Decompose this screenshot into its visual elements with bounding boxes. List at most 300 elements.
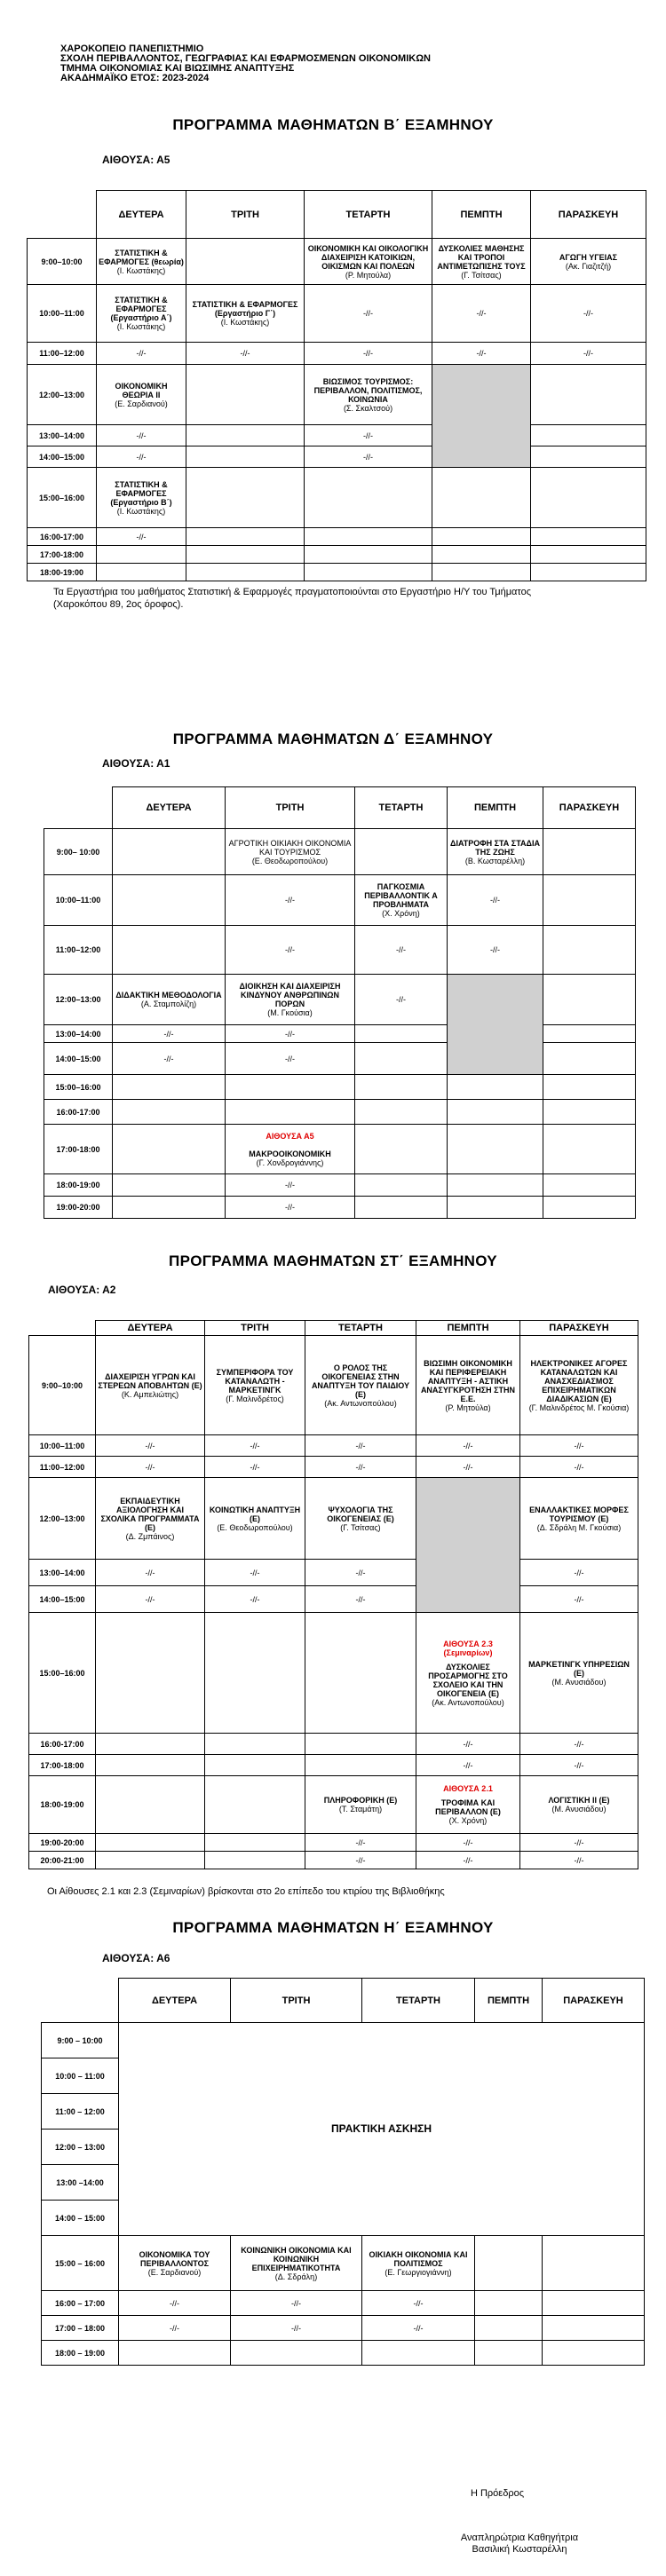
ditto-cell: -//- bbox=[520, 1560, 638, 1586]
time-slot: 17:00-18:00 bbox=[44, 1125, 113, 1174]
ditto-cell: -//- bbox=[205, 1457, 305, 1478]
time-slot: 12:00–13:00 bbox=[29, 1478, 96, 1560]
day-header: ΠΕΜΠΤΗ bbox=[432, 191, 531, 239]
document-header bbox=[60, 44, 431, 83]
sem8-schedule-table bbox=[41, 1978, 645, 2366]
ditto-cell: -//- bbox=[520, 1755, 638, 1776]
day-header: ΠΕΜΠΤΗ bbox=[448, 787, 543, 829]
course-instructor: (Τ. Σταμάτη) bbox=[338, 1805, 383, 1813]
empty-cell bbox=[543, 1125, 636, 1174]
sem2-room: ΑΙΘΟΥΣΑ: Α5 bbox=[102, 154, 170, 166]
course-cell bbox=[96, 1478, 205, 1560]
empty-cell bbox=[355, 1075, 448, 1100]
table-row bbox=[44, 1197, 636, 1219]
empty-cell bbox=[531, 425, 646, 446]
day-header: ΤΕΤΑΡΤΗ bbox=[362, 1979, 475, 2023]
ditto-cell: -//- bbox=[362, 2316, 475, 2341]
ditto-cell: -//- bbox=[355, 926, 448, 975]
course-title: ΕΝΑΛΛΑΚΤΙΚΕΣ ΜΟΡΦΕΣ ΤΟΥΡΙΣΜΟΥ (Ε) bbox=[529, 1505, 629, 1523]
day-header: ΔΕΥΤΕΡΑ bbox=[113, 787, 226, 829]
course-title: ΣΤΑΤΙΣΤΙΚΗ & ΕΦΑΡΜΟΓΕΣ (Εργαστήριο Α΄) bbox=[110, 296, 172, 322]
signature-block bbox=[444, 2533, 595, 2556]
empty-cell bbox=[543, 1025, 636, 1043]
empty-cell bbox=[543, 2236, 645, 2291]
course-instructor: (Ι. Κωστάκης) bbox=[116, 506, 166, 516]
ditto-cell: -//- bbox=[362, 2291, 475, 2316]
empty-cell bbox=[205, 1613, 305, 1734]
ditto-cell: -//- bbox=[305, 1852, 416, 1869]
empty-cell bbox=[543, 975, 636, 1025]
course-cell bbox=[305, 239, 432, 285]
course-title: ΣΥΜΠΕΡΙΦΟΡΑ ΤΟΥ ΚΑΤΑΝΑΛΩΤΗ - ΜΑΡΚΕΤΙΝΓΚ bbox=[216, 1367, 294, 1395]
time-slot: 9:00–10:00 bbox=[29, 1336, 96, 1435]
day-header: ΔΕΥΤΕΡΑ bbox=[96, 1321, 205, 1336]
empty-cell bbox=[96, 1734, 205, 1755]
course-cell bbox=[97, 285, 186, 343]
course-cell bbox=[119, 2236, 231, 2291]
time-slot: 10:00 – 11:00 bbox=[42, 2058, 119, 2094]
table-row bbox=[28, 468, 646, 528]
empty-cell bbox=[543, 2316, 645, 2341]
empty-cell bbox=[186, 528, 305, 546]
course-cell bbox=[97, 468, 186, 528]
empty-cell bbox=[531, 546, 646, 564]
course-instructor: (Χ. Χρόνη) bbox=[448, 1816, 488, 1825]
empty-cell bbox=[305, 1613, 416, 1734]
time-slot: 14:00–15:00 bbox=[44, 1043, 113, 1075]
empty-cell bbox=[355, 829, 448, 875]
table-row bbox=[29, 1586, 638, 1613]
empty-cell bbox=[543, 875, 636, 926]
course-title: ΗΛΕΚΤΡΟΝΙΚΕΣ ΑΓΟΡΕΣ ΚΑΤΑΝΑΛΩΤΩΝ ΚΑΙ ΑΝΑΣΧΕΔΙΑΣΜΟΣ ΕΠΙΧΕΙΡΗΜΑΤΙΚΩΝ ΔΙΑΔΙΚΑΣΙΩΝ (Ε) bbox=[530, 1358, 628, 1403]
course-instructor: (Ε. Θεοδωροπούλου) bbox=[217, 1522, 293, 1532]
time-slot: 17:00 – 18:00 bbox=[42, 2316, 119, 2341]
course-instructor: (Ακ. Αντωνοπούλου) bbox=[432, 1697, 504, 1707]
room-label: ΑΙΘΟΥΣΑ Α5 bbox=[266, 1131, 314, 1141]
table-row bbox=[44, 875, 636, 926]
ditto-cell: -//- bbox=[416, 1852, 520, 1869]
ditto-cell: -//- bbox=[97, 446, 186, 468]
time-slot: 18:00 – 19:00 bbox=[42, 2341, 119, 2366]
ditto-cell: -//- bbox=[520, 1834, 638, 1852]
corner-cell bbox=[28, 191, 97, 239]
corner-cell bbox=[42, 1979, 119, 2023]
day-header: ΤΡΙΤΗ bbox=[226, 787, 355, 829]
course-cell bbox=[96, 1336, 205, 1435]
course-title: ΜΑΚΡΟΟΙΚΟΝΟΜΙΚΗ bbox=[249, 1149, 331, 1158]
ditto-cell: -//- bbox=[432, 343, 531, 365]
table-row bbox=[29, 1457, 638, 1478]
time-slot: 12:00–13:00 bbox=[28, 365, 97, 425]
sem8-title: ΠΡΟΓΡΑΜΜΑ ΜΑΘΗΜΑΤΩΝ Η΄ ΕΞΑΜΗΝΟΥ bbox=[172, 1919, 494, 1936]
course-title: ΔΙΔΑΚΤΙΚΗ ΜΕΘΟΔΟΛΟΓΙΑ bbox=[115, 991, 222, 1000]
empty-cell bbox=[543, 2291, 645, 2316]
course-instructor: (Β. Κωσταρέλλη) bbox=[464, 856, 526, 865]
ditto-cell: -//- bbox=[305, 1435, 416, 1457]
ditto-cell: -//- bbox=[520, 1435, 638, 1457]
course-title: ΣΤΑΤΙΣΤΙΚΗ & ΕΦΑΡΜΟΓΕΣ (Εργαστήριο Β΄) bbox=[110, 479, 172, 507]
empty-cell bbox=[432, 546, 531, 564]
time-slot: 15:00–16:00 bbox=[28, 468, 97, 528]
time-slot: 18:00-19:00 bbox=[29, 1776, 96, 1834]
time-slot: 16:00-17:00 bbox=[44, 1100, 113, 1125]
empty-cell bbox=[113, 829, 226, 875]
empty-cell bbox=[96, 1852, 205, 1869]
day-header: ΠΕΜΠΤΗ bbox=[416, 1321, 520, 1336]
course-instructor: (Ε. Γεωργιογιάννη) bbox=[385, 2267, 452, 2277]
table-row bbox=[28, 239, 646, 285]
time-slot: 9:00–10:00 bbox=[28, 239, 97, 285]
empty-cell bbox=[543, 1043, 636, 1075]
table-row bbox=[29, 1613, 638, 1734]
table-row bbox=[29, 1560, 638, 1586]
course-title: ΔΙΟΙΚΗΣΗ ΚΑΙ ΔΙΑΧΕΙΡΙΣΗ ΚΙΝΔΥΝΟΥ ΑΝΘΡΩΠΙΝΩΝ ΠΟΡΩΝ bbox=[239, 982, 341, 1008]
course-title: ΨΥΧΟΛΟΓΙΑ ΤΗΣ ΟΙΚΟΓΕΝΕΙΑΣ (Ε) bbox=[327, 1505, 394, 1523]
ditto-cell: -//- bbox=[226, 1197, 355, 1219]
day-header: ΠΕΜΠΤΗ bbox=[475, 1979, 543, 2023]
time-slot: 12:00–13:00 bbox=[44, 975, 113, 1025]
course-title: ΔΥΣΚΟΛΙΕΣ ΠΡΟΣΑΡΜΟΓΗΣ ΣΤΟ ΣΧΟΛΕΙΟ ΚΑΙ ΤΗΝ ΟΙΚΟΓΕΝΕΙΑ (Ε) bbox=[428, 1662, 508, 1698]
empty-cell bbox=[475, 2341, 543, 2366]
sem6-schedule-table bbox=[28, 1320, 638, 1869]
course-cell bbox=[416, 1613, 520, 1734]
empty-cell bbox=[113, 875, 226, 926]
ditto-cell: -//- bbox=[205, 1586, 305, 1613]
ditto-cell: -//- bbox=[305, 285, 432, 343]
table-row bbox=[29, 1734, 638, 1755]
empty-cell bbox=[96, 1834, 205, 1852]
course-instructor: (Μ. Ανυσιάδου) bbox=[551, 1677, 607, 1687]
day-header: ΔΕΥΤΕΡΑ bbox=[97, 191, 186, 239]
empty-cell bbox=[231, 2341, 362, 2366]
course-instructor: (Σ. Σκαλτσού) bbox=[343, 403, 393, 413]
course-instructor: (Ε. Σαρδιανού) bbox=[147, 2267, 202, 2277]
sem4-room: ΑΙΘΟΥΣΑ: Α1 bbox=[102, 757, 170, 770]
ditto-cell: -//- bbox=[113, 1025, 226, 1043]
empty-cell bbox=[355, 1025, 448, 1043]
empty-cell bbox=[448, 1075, 543, 1100]
table-row bbox=[28, 446, 646, 468]
table-row bbox=[29, 1834, 638, 1852]
course-cell bbox=[226, 975, 355, 1025]
corner-cell bbox=[44, 787, 113, 829]
ditto-cell: -//- bbox=[448, 926, 543, 975]
course-instructor: (Ι. Κωστάκης) bbox=[116, 322, 166, 331]
course-title: ΔΙΑΧΕΙΡΙΣΗ ΥΓΡΩΝ ΚΑΙ ΣΤΕΡΕΩΝ ΑΠΟΒΛΗΤΩΝ (Ε) bbox=[98, 1371, 202, 1390]
course-instructor: (Δ. Σδράλη) bbox=[274, 2272, 318, 2281]
time-slot: 11:00–12:00 bbox=[29, 1457, 96, 1478]
time-slot: 10:00–11:00 bbox=[29, 1435, 96, 1457]
empty-cell bbox=[362, 2341, 475, 2366]
empty-cell bbox=[543, 926, 636, 975]
ditto-cell: -//- bbox=[226, 1174, 355, 1197]
empty-cell bbox=[543, 1197, 636, 1219]
course-instructor: (Κ. Αμπελιώτης) bbox=[121, 1389, 179, 1399]
course-cell bbox=[416, 1776, 520, 1834]
course-instructor: (Μ. Ανυσιάδου) bbox=[551, 1805, 607, 1813]
ditto-cell: -//- bbox=[520, 1734, 638, 1755]
course-instructor: (Ε. Θεοδωροπούλου) bbox=[251, 856, 329, 865]
time-slot: 14:00–15:00 bbox=[28, 446, 97, 468]
ditto-cell: -//- bbox=[432, 285, 531, 343]
course-title: ΠΛΗΡΟΦΟΡΙΚΗ (Ε) bbox=[323, 1796, 398, 1805]
table-row bbox=[42, 2023, 645, 2058]
time-slot: 10:00–11:00 bbox=[44, 875, 113, 926]
course-title: ΑΓΩΓΗ ΥΓΕΙΑΣ bbox=[559, 252, 618, 262]
ditto-cell: -//- bbox=[97, 343, 186, 365]
course-cell bbox=[186, 285, 305, 343]
course-cell bbox=[305, 1336, 416, 1435]
empty-cell bbox=[119, 2341, 231, 2366]
course-instructor: (Χ. Χρόνη) bbox=[382, 909, 420, 918]
empty-cell bbox=[186, 425, 305, 446]
empty-cell bbox=[205, 1755, 305, 1776]
empty-cell bbox=[96, 1613, 205, 1734]
course-cell bbox=[432, 239, 531, 285]
table-row bbox=[42, 2291, 645, 2316]
course-cell bbox=[520, 1336, 638, 1435]
ditto-cell: -//- bbox=[305, 1457, 416, 1478]
empty-cell bbox=[448, 1125, 543, 1174]
table-row bbox=[44, 1174, 636, 1197]
table-row bbox=[29, 1776, 638, 1834]
empty-cell bbox=[305, 546, 432, 564]
course-cell bbox=[305, 1478, 416, 1560]
course-cell bbox=[226, 1125, 355, 1174]
empty-cell bbox=[543, 1174, 636, 1197]
empty-cell bbox=[113, 1174, 226, 1197]
time-slot: 13:00 –14:00 bbox=[42, 2165, 119, 2201]
time-slot: 13:00–14:00 bbox=[44, 1025, 113, 1043]
ditto-cell: -//- bbox=[205, 1435, 305, 1457]
empty-cell bbox=[531, 528, 646, 546]
ditto-cell: -//- bbox=[520, 1586, 638, 1613]
course-instructor: (Δ. Σδράλη Μ. Γκούσια) bbox=[536, 1522, 622, 1532]
empty-cell bbox=[305, 1734, 416, 1755]
course-instructor: (Ρ. Μητούλα) bbox=[345, 270, 392, 280]
day-header: ΠΑΡΑΣΚΕΥΗ bbox=[520, 1321, 638, 1336]
course-title: ΟΙΚΟΝΟΜΙΚΑ ΤΟΥ ΠΕΡΙΒΑΛΛΟΝΤΟΣ bbox=[139, 2249, 210, 2268]
ditto-cell: -//- bbox=[305, 425, 432, 446]
room-label: ΑΙΘΟΥΣΑ 2.1 bbox=[443, 1784, 493, 1793]
table-row bbox=[42, 2236, 645, 2291]
ditto-cell: -//- bbox=[448, 875, 543, 926]
course-cell bbox=[531, 239, 646, 285]
course-title: ΟΙΚΟΝΟΜΙΚΗ ΘΕΩΡΙΑ ΙΙ bbox=[115, 381, 168, 399]
time-slot: 15:00–16:00 bbox=[44, 1075, 113, 1100]
ditto-cell: -//- bbox=[520, 1852, 638, 1869]
ditto-cell: -//- bbox=[305, 446, 432, 468]
course-title: ΤΡΟΦΙΜΑ ΚΑΙ ΠΕΡΙΒΑΛΛΟΝ (Ε) bbox=[435, 1798, 501, 1816]
signature-name: Βασιλική Κωσταρέλλη bbox=[472, 2544, 567, 2555]
empty-cell bbox=[186, 446, 305, 468]
table-row bbox=[28, 425, 646, 446]
table-row bbox=[44, 1043, 636, 1075]
empty-cell bbox=[97, 546, 186, 564]
ditto-cell: -//- bbox=[96, 1560, 205, 1586]
course-cell bbox=[448, 829, 543, 875]
ditto-cell: -//- bbox=[231, 2316, 362, 2341]
course-instructor: (Γ. Τσίτσας) bbox=[340, 1522, 381, 1532]
time-slot: 18:00-19:00 bbox=[28, 564, 97, 581]
course-cell bbox=[355, 875, 448, 926]
course-title: ΣΤΑΤΙΣΤΙΚΗ & ΕΦΑΡΜΟΓΕΣ (Εργαστήριο Γ΄) bbox=[192, 300, 298, 318]
day-header: ΠΑΡΑΣΚΕΥΗ bbox=[531, 191, 646, 239]
practice-cell bbox=[119, 2023, 645, 2236]
unavailable-cell bbox=[416, 1478, 520, 1613]
course-cell bbox=[205, 1336, 305, 1435]
day-header: ΠΑΡΑΣΚΕΥΗ bbox=[543, 1979, 645, 2023]
ditto-cell: -//- bbox=[416, 1435, 520, 1457]
table-row bbox=[28, 285, 646, 343]
table-row bbox=[44, 975, 636, 1025]
empty-cell bbox=[543, 2341, 645, 2366]
table-row bbox=[44, 926, 636, 975]
course-title: ΕΚΠΑΙΔΕΥΤΙΚΗ ΑΞΙΟΛΟΓΗΣΗ ΚΑΙ ΣΧΟΛΙΚΑ ΠΡΟΓΡΑΜΜΑΤΑ (Ε) bbox=[100, 1496, 200, 1532]
empty-cell bbox=[355, 1174, 448, 1197]
ditto-cell: -//- bbox=[305, 343, 432, 365]
empty-cell bbox=[186, 365, 305, 425]
empty-cell bbox=[475, 2236, 543, 2291]
course-instructor: (Ακ. Αντωνοπούλου) bbox=[324, 1398, 397, 1408]
course-cell bbox=[226, 829, 355, 875]
course-instructor: (Γ. Μαλινδρέτος) bbox=[226, 1394, 284, 1403]
table-row bbox=[29, 1435, 638, 1457]
empty-cell bbox=[113, 1125, 226, 1174]
department-name: ΤΜΗΜΑ ΟΙΚΟΝΟΜΙΑΣ ΚΑΙ ΒΙΩΣΙΜΗΣ ΑΝΑΠΤΥΞΗΣ bbox=[60, 63, 295, 74]
course-title: ΒΙΩΣΙΜΟΣ ΤΟΥΡΙΣΜΟΣ: ΠΕΡΙΒΑΛΛΟΝ, ΠΟΛΙΤΙΣΜΟΣ, ΚΟΙΝΩΝΙΑ bbox=[313, 376, 423, 404]
table-row bbox=[28, 564, 646, 581]
time-slot: 11:00–12:00 bbox=[44, 926, 113, 975]
empty-cell bbox=[448, 1197, 543, 1219]
ditto-cell: -//- bbox=[305, 1586, 416, 1613]
ditto-cell: -//- bbox=[226, 875, 355, 926]
empty-cell bbox=[305, 564, 432, 581]
day-header: ΤΡΙΤΗ bbox=[186, 191, 305, 239]
course-title: ΔΙΑΤΡΟΦΗ ΣΤΑ ΣΤΑΔΙΑ ΤΗΣ ΖΩΗΣ bbox=[449, 838, 541, 857]
empty-cell bbox=[96, 1776, 205, 1834]
sem2-title: ΠΡΟΓΡΑΜΜΑ ΜΑΘΗΜΑΤΩΝ Β΄ ΕΞΑΜΗΝΟΥ bbox=[172, 116, 494, 133]
course-instructor: (Γ. Μαλινδρέτος Μ. Γκούσια) bbox=[528, 1403, 630, 1412]
empty-cell bbox=[475, 2291, 543, 2316]
ditto-cell: -//- bbox=[226, 1025, 355, 1043]
sem6-room-note: Οι Αίθουσες 2.1 και 2.3 (Σεμιναρίων) βρίσκονται στο 2ο επίπεδο του κτιρίου της Βιβλιοθήκης bbox=[47, 1886, 445, 1897]
time-slot: 9:00 – 10:00 bbox=[42, 2023, 119, 2058]
table-row bbox=[28, 365, 646, 425]
empty-cell bbox=[543, 1075, 636, 1100]
empty-cell bbox=[186, 239, 305, 285]
time-slot: 14:00–15:00 bbox=[29, 1586, 96, 1613]
course-instructor: (Α. Σταμπολίζη) bbox=[140, 1000, 197, 1008]
empty-cell bbox=[305, 528, 432, 546]
course-title: ΟΙΚΟΝΟΜΙΚΗ ΚΑΙ ΟΙΚΟΛΟΓΙΚΗ ΔΙΑΧΕΙΡΙΣΗ ΚΑΤΟΙΚΙΩΝ, ΟΙΚΙΣΜΩΝ ΚΑΙ ΠΟΛΕΩΝ bbox=[307, 243, 429, 271]
table-row bbox=[44, 1025, 636, 1043]
empty-cell bbox=[305, 468, 432, 528]
time-slot: 12:00 – 13:00 bbox=[42, 2130, 119, 2165]
empty-cell bbox=[205, 1834, 305, 1852]
course-cell bbox=[520, 1776, 638, 1834]
time-slot: 13:00–14:00 bbox=[28, 425, 97, 446]
course-instructor: (Ι. Κωστάκης) bbox=[220, 318, 270, 327]
empty-cell bbox=[531, 365, 646, 425]
empty-cell bbox=[355, 1125, 448, 1174]
table-row bbox=[29, 1755, 638, 1776]
time-slot: 16:00-17:00 bbox=[29, 1734, 96, 1755]
day-header: ΤΕΤΑΡΤΗ bbox=[305, 191, 432, 239]
course-title: ΣΤΑΤΙΣΤΙΚΗ & ΕΦΑΡΜΟΓΕΣ (θεωρία) bbox=[99, 248, 184, 266]
ditto-cell: -//- bbox=[96, 1457, 205, 1478]
empty-cell bbox=[205, 1776, 305, 1834]
day-header: ΤΡΙΤΗ bbox=[205, 1321, 305, 1336]
time-slot: 11:00–12:00 bbox=[28, 343, 97, 365]
course-title: ΔΥΣΚΟΛΙΕΣ ΜΑΘΗΣΗΣ ΚΑΙ ΤΡΟΠΟΙ ΑΝΤΙΜΕΤΩΠΙΣΗΣ ΤΟΥΣ bbox=[437, 243, 526, 271]
time-slot: 15:00 – 16:00 bbox=[42, 2236, 119, 2291]
empty-cell bbox=[531, 468, 646, 528]
course-cell bbox=[305, 365, 432, 425]
table-row bbox=[28, 528, 646, 546]
day-header: ΤΕΤΑΡΤΗ bbox=[305, 1321, 416, 1336]
time-slot: 13:00–14:00 bbox=[29, 1560, 96, 1586]
empty-cell bbox=[186, 546, 305, 564]
course-cell bbox=[362, 2236, 475, 2291]
time-slot: 17:00-18:00 bbox=[28, 546, 97, 564]
course-instructor: (Γ. Χονδρογιάννης) bbox=[256, 1158, 324, 1167]
empty-cell bbox=[96, 1755, 205, 1776]
time-slot: 16:00-17:00 bbox=[28, 528, 97, 546]
day-header: ΔΕΥΤΕΡΑ bbox=[119, 1979, 231, 2023]
time-slot: 19:00-20:00 bbox=[44, 1197, 113, 1219]
empty-cell bbox=[355, 1043, 448, 1075]
empty-cell bbox=[205, 1734, 305, 1755]
table-row bbox=[44, 1075, 636, 1100]
ditto-cell: -//- bbox=[355, 975, 448, 1025]
table-row bbox=[42, 2316, 645, 2341]
ditto-cell: -//- bbox=[97, 528, 186, 546]
empty-cell bbox=[543, 829, 636, 875]
ditto-cell: -//- bbox=[416, 1734, 520, 1755]
empty-cell bbox=[186, 564, 305, 581]
unavailable-cell bbox=[432, 365, 531, 468]
signature-title: Αναπληρώτρια Καθηγήτρια bbox=[460, 2533, 579, 2543]
sem6-room: ΑΙΘΟΥΣΑ: Α2 bbox=[48, 1284, 116, 1296]
time-slot: 9:00– 10:00 bbox=[44, 829, 113, 875]
course-title: ΛΟΓΙΣΤΙΚΗ ΙΙ (Ε) bbox=[548, 1796, 610, 1805]
time-slot: 10:00–11:00 bbox=[28, 285, 97, 343]
empty-cell bbox=[113, 1197, 226, 1219]
time-slot: 19:00-20:00 bbox=[29, 1834, 96, 1852]
ditto-cell: -//- bbox=[97, 425, 186, 446]
corner-cell bbox=[29, 1321, 96, 1336]
table-row bbox=[44, 1125, 636, 1174]
time-slot: 16:00 – 17:00 bbox=[42, 2291, 119, 2316]
ditto-cell: -//- bbox=[305, 1560, 416, 1586]
course-title: ΚΟΙΝΩΝΙΚΗ ΟΙΚΟΝΟΜΙΑ ΚΑΙ ΚΟΙΝΩΝΙΚΗ ΕΠΙΧΕΙΡΗΜΑΤΙΚΟΤΗΤΑ bbox=[241, 2245, 352, 2272]
course-title: ΑΓΡΟΤΙΚΗ ΟΙΚΙΑΚΗ ΟΙΚΟΝΟΜΙΑ ΚΑΙ ΤΟΥΡΙΣΜΟΣ bbox=[228, 838, 352, 857]
empty-cell bbox=[305, 1755, 416, 1776]
empty-cell bbox=[432, 528, 531, 546]
ditto-cell: -//- bbox=[416, 1457, 520, 1478]
table-row bbox=[29, 1478, 638, 1560]
signature-role: Η Πρόεδρος bbox=[470, 2488, 525, 2499]
course-title: ΚΟΙΝΩΤΙΚΗ ΑΝΑΠΤΥΞΗ (Ε) bbox=[209, 1505, 301, 1523]
course-cell bbox=[520, 1613, 638, 1734]
ditto-cell: -//- bbox=[416, 1755, 520, 1776]
time-slot: 17:00-18:00 bbox=[29, 1755, 96, 1776]
ditto-cell: -//- bbox=[305, 1834, 416, 1852]
course-cell bbox=[97, 365, 186, 425]
school-name: ΣΧΟΛΗ ΠΕΡΙΒΑΛΛΟΝΤΟΣ, ΓΕΩΓΡΑΦΙΑΣ ΚΑΙ ΕΦΑΡΜΟΣΜΕΝΩΝ ΟΙΚΟΝΟΜΙΚΩΝ bbox=[60, 53, 431, 64]
course-instructor: (Ι. Κωστάκης) bbox=[116, 265, 166, 275]
